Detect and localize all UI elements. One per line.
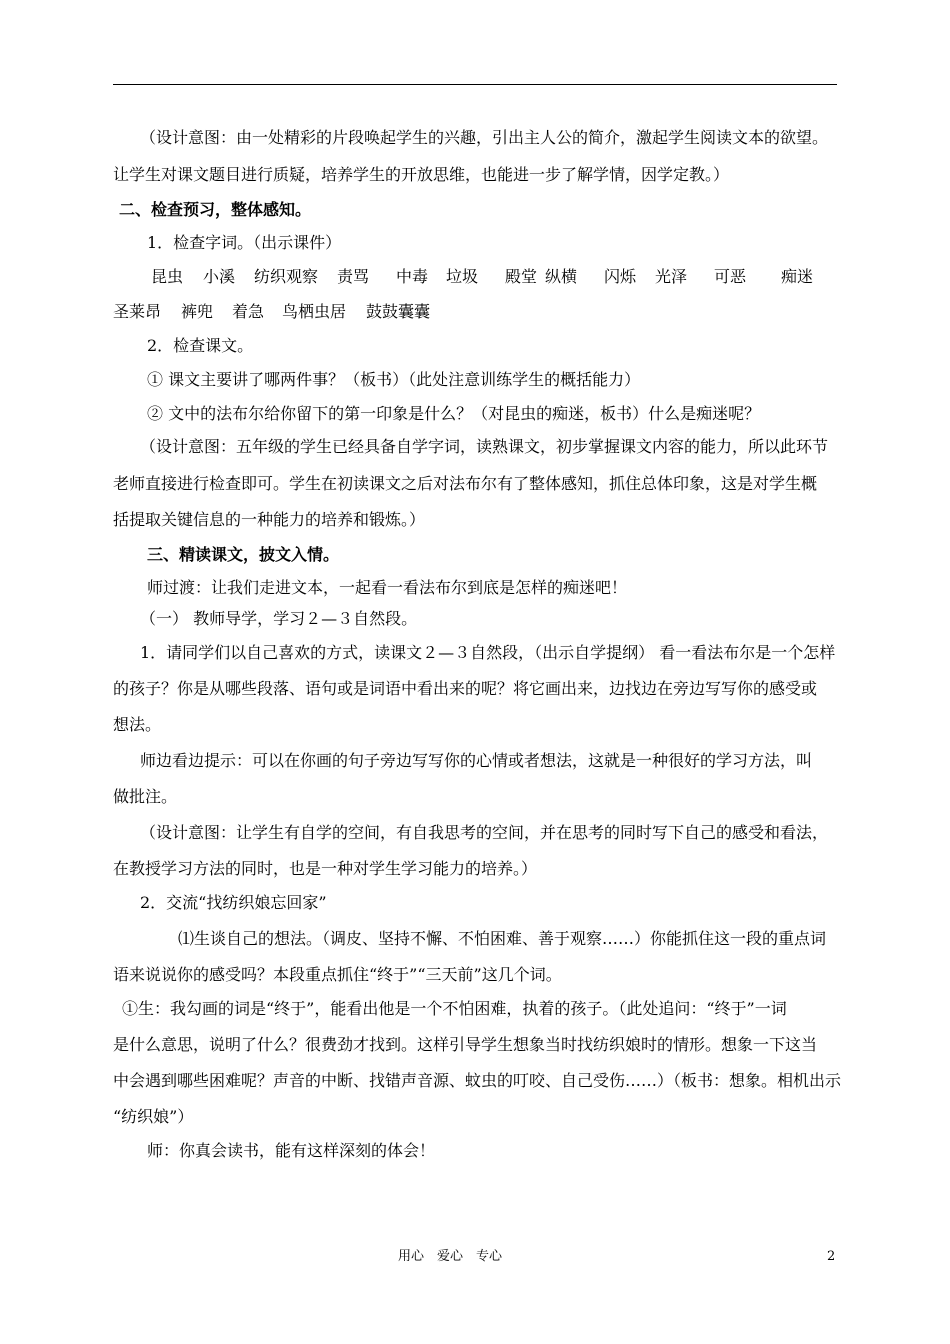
- task-1-line-2: 的孩子？你是从哪些段落、语句或是词语中看出来的呢？将它画出来，边找边在旁边写写你的感受或: [113, 679, 818, 698]
- student-answer-line-1: ①生：我勾画的词是“终于”，能看出他是一个不怕困难，执着的孩子。（此处追问：“终于”一词: [122, 999, 787, 1018]
- vocab-word: 着急: [232, 302, 265, 321]
- task-1-line-3: 想法。: [113, 715, 162, 734]
- question-2: ② 文中的法布尔给你留下的第一印象是什么？（对昆虫的痴迷，板书）什么是痴迷呢？: [147, 404, 761, 423]
- vocab-word: 纺织观察: [254, 267, 319, 286]
- task-2a-line-1: ⑴生谈自己的想法。（调皮、坚持不懈、不怕困难、善于观察……）你能抓住这一段的重点词: [178, 929, 827, 948]
- vocab-word: 殿堂: [505, 267, 538, 286]
- task-2-heading: 2．交流“找纺织娘忘回家”: [140, 893, 327, 912]
- vocab-word: 责骂: [337, 267, 370, 286]
- vocab-word: 光泽: [655, 267, 688, 286]
- teacher-tip-line-2: 做批注。: [113, 787, 178, 806]
- vocab-word: 中毒: [396, 267, 429, 286]
- vocab-word: 鸟栖虫居: [282, 302, 347, 321]
- task-2a-line-2: 语来说说你的感受吗？本段重点抓住“终于”“三天前”这几个词。: [113, 965, 562, 984]
- page-number: 2: [827, 1249, 836, 1264]
- task-1-line-1: 1．请同学们以自己喜欢的方式，读课文２—３自然段，（出示自学提纲） 看一看法布尔是一个怎样: [140, 643, 836, 662]
- vocab-word: 纵横: [545, 267, 578, 286]
- section-heading-2: 二、检查预习，整体感知。: [119, 200, 312, 219]
- student-answer-line-3: 中会遇到哪些困难呢？声音的中断、找错声音源、蚊虫的叮咬、自己受伤……）（板书：想象。相机出示: [113, 1071, 842, 1090]
- vocab-word: 垃圾: [446, 267, 479, 286]
- vocab-word: 闪烁: [604, 267, 637, 286]
- design-intent-1-line-1: （设计意图：由一处精彩的片段唤起学生的兴趣，引出主人公的简介，激起学生阅读文本的欲望。: [140, 128, 829, 147]
- design-intent-2-line-1: （设计意图：五年级的学生已经具备自学字词，读熟课文，初步掌握课文内容的能力，所以此环节: [140, 437, 829, 456]
- header-rule: [113, 84, 837, 85]
- teacher-praise: 师：你真会读书，能有这样深刻的体会！: [147, 1141, 436, 1160]
- question-1: ① 课文主要讲了哪两件事？（板书）（此处注意训练学生的概括能力）: [147, 370, 641, 389]
- design-intent-3-line-2: 在教授学习方法的同时，也是一种对学生学习能力的培养。）: [113, 859, 538, 878]
- vocab-word: 裤兜: [181, 302, 214, 321]
- subsection-1-heading: （一） 教师导学，学习２—３自然段。: [140, 609, 418, 628]
- student-answer-line-4: “纺织娘”）: [113, 1107, 194, 1126]
- vocab-word: 鼓鼓囊囊: [366, 302, 431, 321]
- vocab-word: 小溪: [203, 267, 236, 286]
- item-check-words: 1．检查字词。（出示课件）: [147, 233, 342, 252]
- design-intent-2-line-2: 老师直接进行检查即可。学生在初读课文之后对法布尔有了整体感知，抓住总体印象，这是对学生概: [113, 474, 818, 493]
- design-intent-2-line-3: 括提取关键信息的一种能力的培养和锻炼。）: [113, 510, 426, 529]
- teacher-transition: 师过渡：让我们走进文本，一起看一看法布尔到底是怎样的痴迷吧！: [147, 578, 628, 597]
- design-intent-1-line-2: 让学生对课文题目进行质疑，培养学生的开放思维，也能进一步了解学情，因学定教。）: [113, 165, 730, 184]
- teacher-tip-line-1: 师边看边提示：可以在你画的句子旁边写写你的心情或者想法，这就是一种很好的学习方法，叫: [140, 751, 813, 770]
- footer-slogan: 用心 爱心 专心: [398, 1249, 503, 1264]
- vocab-word: 可恶: [714, 267, 747, 286]
- design-intent-3-line-1: （设计意图：让学生有自学的空间，有自我思考的空间，并在思考的同时写下自己的感受和看法，: [140, 823, 829, 842]
- vocab-word: 昆虫: [151, 267, 184, 286]
- vocab-word: 圣莱昂: [113, 302, 162, 321]
- student-answer-line-2: 是什么意思，说明了什么？很费劲才找到。这样引导学生想象当时找纺织娘时的情形。想象一下这当: [113, 1035, 818, 1054]
- item-check-text: 2．检查课文。: [147, 336, 254, 355]
- vocab-word: 痴迷: [781, 267, 814, 286]
- section-heading-3: 三、精读课文，披文入情。: [147, 545, 340, 564]
